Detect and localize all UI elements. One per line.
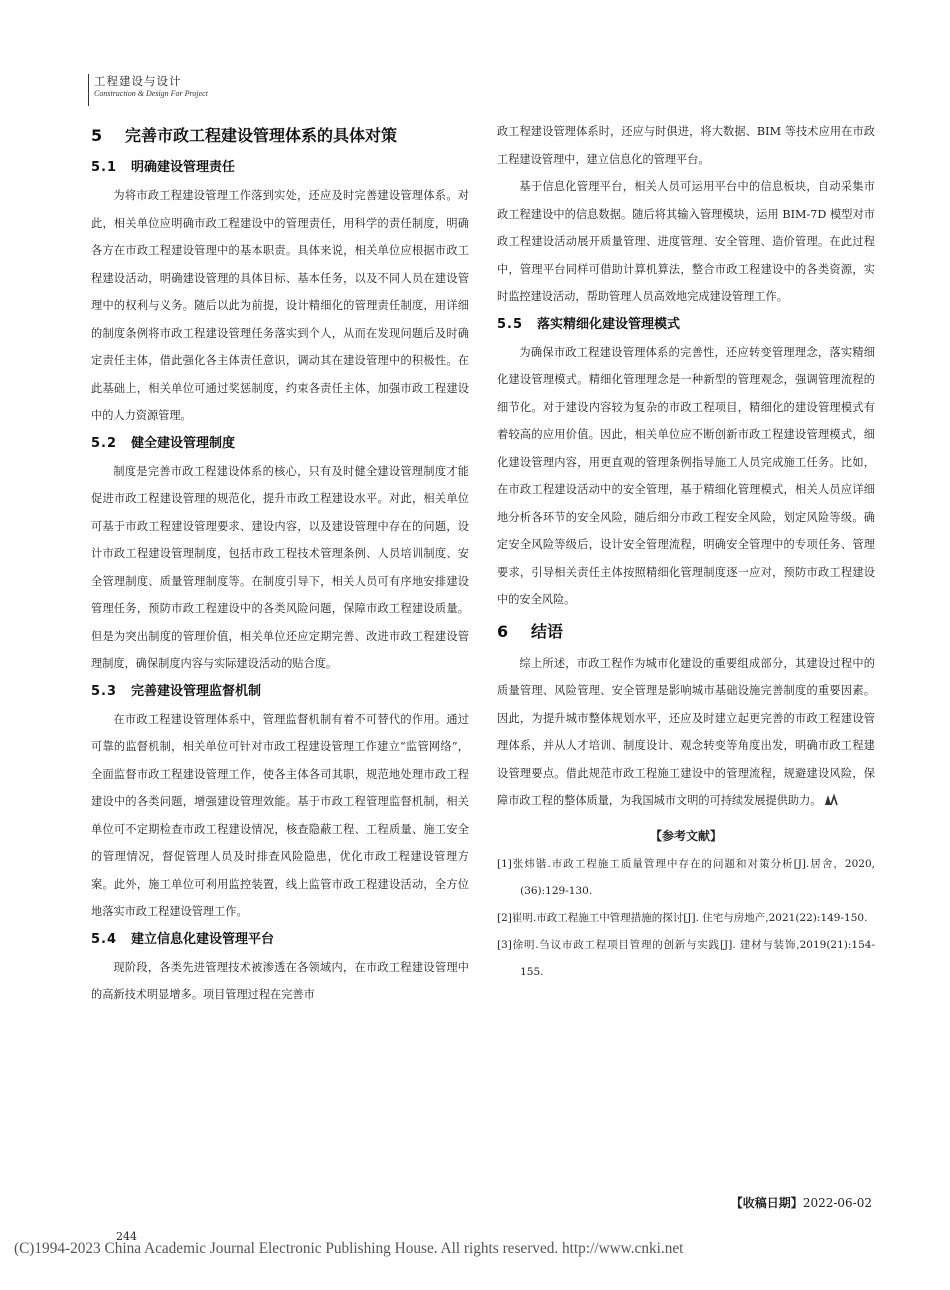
paragraph-5-4-platform: 基于信息化管理平台，相关人员可运用平台中的信息板块，自动采集市政工程建设中的信息数据。随后将其输入管理模块，运用 BIM-7D 模型对市政工程建设活动展开质量管理、进度管理、安全管理、造价管理。在此过程中，管理平台同样可借助计算机算法，整合市政工程建设中的各类资源，实时监控建设活动，帮助管理人员高效地完成建设管理工作。 [497, 180, 875, 303]
subsection-5-1-heading: 5.1 明确建设管理责任 [91, 160, 236, 175]
paragraph-6: 综上所述，市政工程作为城市化建设的重要组成部分，其建设过程中的质量管理、风险管理、安全管理是影响城市基础设施完善制度的重要因素。因此，为提升城市整体规划水平，还应及时建立起更完善的市政工程建设管理体系，并从人才培训、制度设计、观念转变等角度出发，明确市政工程建设管理要点。借此规范市政工程施工建设中的管理流程，规避建设风险，保障市政工程的整体质量，为我国城市文明的可持续发展提供助力。 [497, 656, 875, 807]
references-title: 【参考文献】 [649, 828, 722, 843]
right-column [497, 118, 875, 986]
reference-item: [1]张炜锴.市政工程施工质量管理中存在的问题和对策分析[J].居舍，2020,(36):129-130. [497, 857, 875, 897]
footer-copyright: (C)1994-2023 China Academic Journal Electronic Publishing House. All rights reserved. http://www.cnki.net [14, 1240, 684, 1257]
subsection-5-3-heading: 5.3 完善建设管理监督机制 [91, 683, 262, 699]
paragraph-5-4-start: 现阶段，各类先进管理技术被渗透在各领域内，在市政工程建设管理中的高新技术明显增多。项目管理过程在完善市 [91, 960, 469, 1001]
section-6-heading: 6 结语 [497, 621, 564, 641]
paragraph-5-5: 为确保市政工程建设管理体系的完善性，还应转变管理理念，落实精细化建设管理模式。精细化管理理念是一种新型的管理观念，强调管理流程的细节化。对于建设内容较为复杂的市政工程项目，精细化的建设管理模式有着较高的应用价值。因此，相关单位应不断创新市政工程建设管理模式，细化建设管理内容，用更直观的管理条例指导施工人员完成施工任务。比如，在市政工程建设活动中的安全管理，基于精细化管理模式，相关人员应详细地分析各环节的安全风险，随后细分市政工程安全风险，划定风险等级。确定安全风险等级后，设计安全管理流程，明确安全管理中的专项任务、管理要求，引导相关责任主体按照精细化管理制度逐一应对，预防市政工程建设中的安全风险。 [497, 345, 875, 606]
paragraph-5-1: 为将市政工程建设管理工作落到实处，还应及时完善建设管理体系。对此，相关单位应明确市政工程建设中的管理责任，用科学的责任制度，明确各方在市政工程建设管理中的基本职责。具体来说，相关单位应根据市政工程建设活动，明确建设管理的具体目标、基本任务，以及不同人员在建设管理中的权利与义务。随后以此为前提，设计精细化的管理责任制度，用详细的制度条例将市政工程建设管理任务落实到个人，从而在发现问题后及时确定责任主体，借此强化各主体责任意识，调动其在建设管理中的积极性。在此基础上，相关单位可通过奖惩制度，约束各责任主体，加强市政工程建设中的人力资源管理。 [91, 189, 469, 422]
journal-title-cn: 工程建设与设计 [94, 74, 182, 88]
paragraph-5-4-continued: 政工程建设管理体系时，还应与时俱进，将大数据、BIM 等技术应用在市政工程建设管理中，建立信息化的管理平台。 [497, 125, 875, 166]
reference-item: [3]徐明.刍议市政工程项目管理的创新与实践[J]. 建材与装饰,2019(21):154-155. [497, 938, 875, 978]
subsection-5-4-heading: 5.4 建立信息化建设管理平台 [91, 931, 275, 947]
paragraph-5-2: 制度是完善市政工程建设体系的核心，只有及时健全建设管理制度才能促进市政工程建设管理的规范化，提升市政工程建设水平。对此，相关单位可基于市政工程建设管理要求、建设内容，以及建设管理中存在的问题，设计市政工程建设管理制度，包括市政工程技术管理条例、人员培训制度、安全管理制度、质量管理制度等。在制度引导下，相关人员可有序地安排建设管理任务，预防市政工程建设中的各类风险问题，保障市政工程建设质量。但是为突出制度的管理价值，相关单位还应定期完善、改进市政工程建设管理制度，确保制度内容与实际建设活动的贴合度。 [91, 464, 469, 670]
reference-item: [2]崔明.市政工程施工中管理措施的探讨[J]. 住宅与房地产,2021(22):149-150. [497, 911, 868, 924]
article-end-icon [823, 793, 839, 807]
left-column [91, 118, 469, 1009]
page-number: 244 [116, 1230, 137, 1243]
section-5-heading: 5 完善市政工程建设管理体系的具体对策 [91, 126, 398, 145]
journal-header [88, 74, 288, 106]
subsection-5-5-heading: 5.5 落实精细化建设管理模式 [497, 316, 681, 332]
received-date: 【收稿日期】2022-06-02 [730, 1196, 872, 1210]
subsection-5-2-heading: 5.2 健全建设管理制度 [91, 435, 236, 451]
journal-title-en: Construction & Design For Project [94, 89, 208, 98]
paragraph-5-3: 在市政工程建设管理体系中，管理监督机制有着不可替代的作用。通过可靠的监督机制，相关单位可针对市政工程建设管理工作建立“监管网络”，全面监督市政工程建设管理工作，使各主体各司其职，规范地处理市政工程建设中的各类问题，增强建设管理效能。基于市政工程管理监督机制，相关单位可不定期检查市政工程建设情况，核查隐蔽工程、工程质量、施工安全的管理情况，督促管理人员及时排查风险隐患，优化市政工程建设管理方案。此外，施工单位可利用监控装置，线上监管市政工程建设活动，全方位地落实市政工程建设管理工作。 [91, 712, 469, 918]
